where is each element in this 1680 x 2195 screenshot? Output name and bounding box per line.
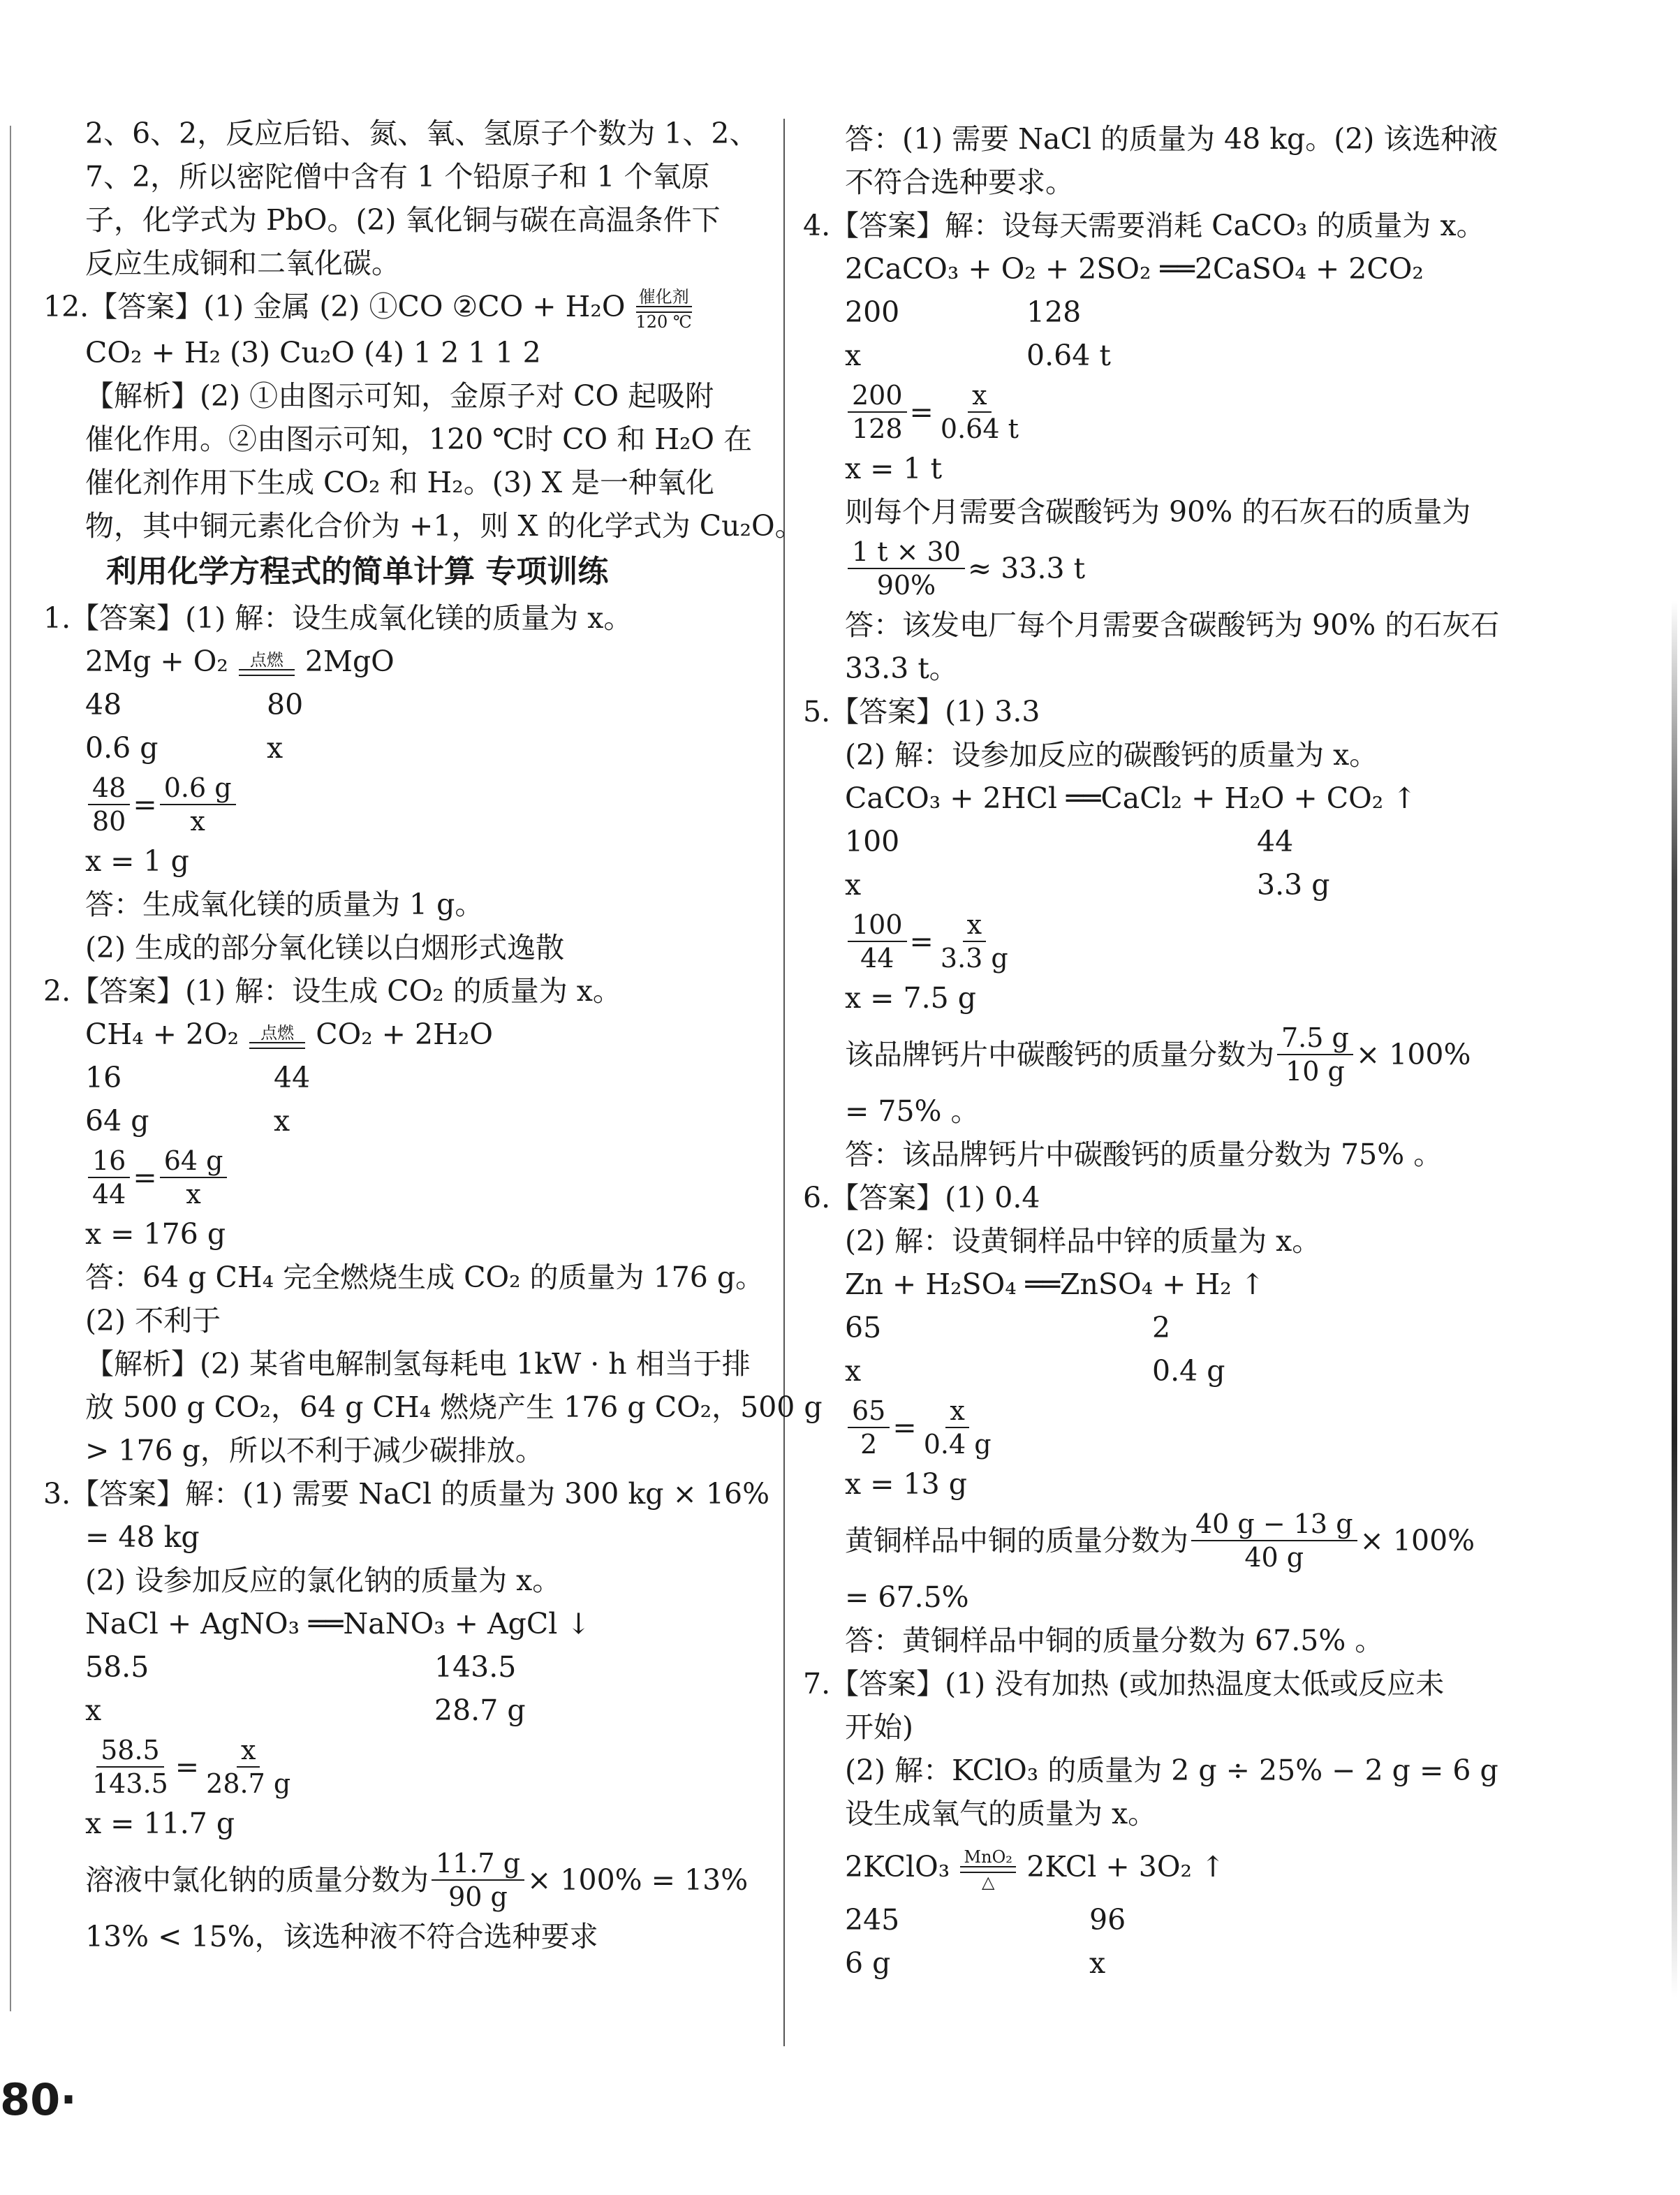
- q2-block: [43, 969, 823, 1472]
- text-line: 反应生成铜和二氧化碳。: [85, 247, 400, 280]
- fraction: [1191, 1508, 1357, 1573]
- ratio-cell: 65: [845, 1311, 882, 1344]
- mass-ratio-row: [803, 334, 1529, 377]
- numerator: 7.5 g: [1277, 1022, 1353, 1055]
- numerator: 65: [848, 1395, 890, 1428]
- numerator: 100: [848, 909, 907, 942]
- text-line: 则每个月需要含碳酸钙为 90% 的石灰石的质量为: [845, 495, 1471, 529]
- fraction: [88, 1145, 130, 1210]
- mass-ratio-row: [43, 683, 762, 726]
- ratio-cell: x: [845, 868, 862, 902]
- part2-line: (2) 生成的部分氧化镁以白烟形式逸散: [85, 930, 565, 964]
- month-result: ≈ 33.3 t: [967, 552, 1086, 585]
- chemical-equation: [43, 1013, 762, 1056]
- left-margin-rule: [10, 126, 11, 2011]
- chemical-equation: CaCO₃ + 2HCl ══CaCl₂ + H₂O + CO₂ ↑: [845, 781, 1417, 815]
- equals-bar: [239, 669, 295, 676]
- fraction: [936, 909, 1012, 974]
- fraction: [432, 1847, 524, 1913]
- condition-top: 点燃: [260, 1023, 295, 1043]
- ratio-cell: x: [274, 1103, 290, 1138]
- ratio-cell: 200: [845, 295, 900, 329]
- result-line: x = 13 g: [845, 1467, 967, 1501]
- denominator: 2: [860, 1429, 878, 1460]
- chemical-equation: 2CaCO₃ + O₂ + 2SO₂ ══2CaSO₄ + 2CO₂: [845, 252, 1424, 286]
- text-line: 设生成氧气的质量为 x。: [845, 1797, 1157, 1830]
- ratio-cell: x: [267, 731, 283, 765]
- mass-ratio-row: [43, 1099, 762, 1143]
- mass-ratio-row: [43, 1645, 762, 1689]
- text-line: 【解析】(2) 某省电解制氢每耗电 1kW · h 相当于排: [85, 1346, 751, 1381]
- q11-continuation: [43, 112, 762, 285]
- denominator: 90 g: [448, 1881, 508, 1912]
- denominator: 44: [860, 943, 894, 974]
- q2-head: 2.【答案】(1) 解：设生成 CO₂ 的质量为 x。: [43, 974, 621, 1008]
- reaction-condition-arrow: [960, 1848, 1016, 1891]
- percentage-calc: [803, 1506, 1529, 1576]
- proportion: $\frac{65}{2}$ = $\frac{x}{0.4 g}$: [803, 1393, 1529, 1462]
- denominator: x: [186, 1178, 201, 1210]
- chemical-equation: NaCl + AgNO₃ ══NaNO₃ + AgCl ↓: [85, 1606, 591, 1640]
- q4-block: [803, 204, 1529, 690]
- equals-bar: [636, 306, 692, 313]
- reaction-condition-arrow: [239, 651, 295, 676]
- mass-ratio-row: [43, 726, 762, 770]
- percentage-calc: [43, 1845, 762, 1915]
- denominator: 90%: [876, 570, 936, 601]
- text-line: 放 500 g CO₂，64 g CH₄ 燃烧产生 176 g CO₂，500 g: [85, 1390, 823, 1424]
- mass-ratio-row: [803, 291, 1529, 334]
- reaction-condition-arrow: [249, 1024, 305, 1049]
- condition-bottom: △: [981, 1872, 995, 1892]
- month-calc: [803, 534, 1529, 603]
- part2-line: (2) 不利于: [85, 1303, 221, 1337]
- q7-block: [803, 1662, 1529, 1985]
- proportion: $\frac{48}{80}$ = $\frac{0.6 g}{x}$: [43, 770, 762, 839]
- q12-answer-line2: CO₂ + H₂ (3) Cu₂O (4) 1 2 1 1 2: [85, 335, 541, 369]
- q6-block: [803, 1176, 1529, 1662]
- right-column: [803, 117, 1529, 1985]
- left-column: [43, 112, 823, 1958]
- q1-head: 1.【答案】(1) 解：设生成氧化镁的质量为 x。: [43, 601, 633, 635]
- condition-bottom: 120 ℃: [635, 311, 692, 332]
- denominator: x: [190, 805, 205, 837]
- mass-ratio-row: [803, 1349, 1529, 1393]
- text-line: 【解析】(2) ①由图示可知，金原子对 CO 起吸附: [85, 379, 714, 413]
- denominator: 0.64 t: [940, 413, 1019, 444]
- fraction: [848, 909, 907, 974]
- q6-head: 6.【答案】(1) 0.4: [803, 1181, 1040, 1214]
- numerator: 48: [88, 772, 130, 805]
- numerator: 64 g: [160, 1145, 228, 1178]
- page-edge-shadow: [1672, 601, 1677, 1997]
- ratio-cell: 143.5: [434, 1650, 517, 1684]
- answer-line: 答：黄铜样品中铜的质量分数为 67.5% 。: [845, 1624, 1384, 1657]
- q3-block: [43, 1472, 770, 1958]
- chemical-equation: [803, 1835, 1529, 1898]
- q12-answer-text: 12.【答案】(1) 金属 (2) ①CO ②CO + H₂O: [43, 290, 626, 323]
- part2-line: (2) 解：设黄铜样品中锌的质量为 x。: [845, 1224, 1321, 1258]
- numerator: 40 g − 13 g: [1191, 1508, 1357, 1541]
- ratio-cell: 0.64 t: [1026, 339, 1111, 372]
- pct-post: × 100%: [1355, 1038, 1471, 1071]
- q4-head: 4.【答案】解：设每天需要消耗 CaCO₃ 的质量为 x。: [803, 209, 1485, 242]
- ratio-cell: 44: [1257, 825, 1294, 858]
- eq-right: 2MgO: [304, 644, 395, 678]
- numerator: 1 t × 30: [848, 536, 965, 569]
- fraction: [202, 1734, 295, 1800]
- ratio-cell: 128: [1026, 295, 1082, 329]
- proportion: $\frac{100}{44}$ = $\frac{x}{3.3 g}$: [803, 906, 1529, 976]
- fraction: [160, 772, 236, 837]
- eq-left: CH₄ + 2O₂: [85, 1017, 240, 1051]
- proportion: $\frac{58.5}{143.5}$ = $\frac{x}{28.7 g}$: [43, 1732, 762, 1802]
- q1-block: [43, 596, 762, 969]
- page-number: 80·: [0, 2074, 77, 2125]
- ratio-cell: 96: [1089, 1903, 1126, 1937]
- ratio-cell: 100: [845, 825, 900, 858]
- denominator: 0.4 g: [923, 1429, 992, 1460]
- mass-ratio-row: [803, 1898, 1529, 1941]
- result-line: x = 11.7 g: [85, 1806, 235, 1840]
- result-line: x = 176 g: [85, 1217, 226, 1251]
- text-line: 子，化学式为 PbO。(2) 氧化铜与碳在高温条件下: [85, 203, 721, 237]
- ratio-cell: 28.7 g: [434, 1693, 526, 1727]
- pct-post: × 100%: [1360, 1524, 1475, 1557]
- ratio-cell: 6 g: [845, 1946, 891, 1980]
- text-line: 2、6、2，反应后铅、氮、氧、氢原子个数为 1、2、: [85, 117, 758, 150]
- ratio-cell: 80: [267, 687, 304, 721]
- proportion: $\frac{200}{128}$ = $\frac{x}{0.64 t}$: [803, 377, 1529, 447]
- numerator: x: [968, 379, 991, 413]
- fraction: [1277, 1022, 1353, 1087]
- ratio-cell: 245: [845, 1903, 900, 1937]
- fraction: [88, 1734, 172, 1800]
- numerator: 11.7 g: [432, 1847, 524, 1881]
- text-line: 7、2，所以密陀僧中含有 1 个铅原子和 1 个氧原: [85, 160, 710, 193]
- fraction: [936, 379, 1023, 445]
- chemical-equation: Zn + H₂SO₄ ══ZnSO₄ + H₂ ↑: [845, 1268, 1265, 1301]
- text-line: 不符合选种要求。: [845, 166, 1074, 199]
- ratio-cell: x: [845, 1354, 862, 1388]
- numerator: x: [963, 909, 986, 942]
- equals-bar: [960, 1866, 1016, 1873]
- text-line: 催化作用。②由图示可知，120 ℃时 CO 和 H₂O 在: [85, 422, 753, 456]
- eq-left: 2Mg + O₂: [85, 644, 228, 678]
- ratio-cell: 44: [274, 1060, 311, 1094]
- answer-line: 答：该发电厂每个月需要含碳酸钙为 90% 的石灰石: [845, 608, 1500, 642]
- text-line: > 176 g，所以不利于减少碳排放。: [85, 1433, 544, 1467]
- text-line: 答：(1) 需要 NaCl 的质量为 48 kg。(2) 该选种液: [845, 122, 1498, 156]
- reaction-condition-arrow: [635, 288, 691, 331]
- answer-line: 33.3 t。: [845, 652, 958, 685]
- q3-head: 3.【答案】解：(1) 需要 NaCl 的质量为 300 kg × 16%: [43, 1476, 770, 1511]
- ratio-cell: 16: [85, 1060, 122, 1094]
- proportion: $\frac{16}{44}$ = $\frac{64 g}{x}$: [43, 1143, 762, 1212]
- q7-head: 7.【答案】(1) 没有加热 (或加热温度太低或反应未: [803, 1667, 1445, 1701]
- q5-block: [803, 690, 1529, 1176]
- eq-right: CO₂ + 2H₂O: [316, 1017, 493, 1051]
- denominator: 40 g: [1244, 1542, 1304, 1573]
- pct-pre: 黄铜样品中铜的质量分数为: [845, 1524, 1188, 1557]
- ratio-cell: 2: [1152, 1311, 1171, 1344]
- ratio-cell: 0.4 g: [1152, 1354, 1225, 1388]
- pct-result: = 75% 。: [845, 1094, 980, 1128]
- q3-head-2: = 48 kg: [85, 1520, 200, 1554]
- ratio-cell: x: [1089, 1946, 1106, 1980]
- mass-ratio-row: [43, 1056, 762, 1099]
- pct-pre: 溶液中氯化钠的质量分数为: [85, 1863, 429, 1897]
- column-divider: [783, 119, 785, 2046]
- part2-line: (2) 解：设参加反应的碳酸钙的质量为 x。: [845, 738, 1378, 772]
- ratio-cell: 64 g: [85, 1103, 149, 1138]
- pct-pre: 该品牌钙片中碳酸钙的质量分数为: [845, 1038, 1274, 1071]
- q12-block: [43, 285, 804, 548]
- denominator: 10 g: [1285, 1056, 1345, 1087]
- denominator: 44: [92, 1178, 126, 1210]
- result-line: x = 1 t: [845, 452, 943, 485]
- numerator: 16: [88, 1145, 130, 1178]
- mass-ratio-row: [803, 1306, 1529, 1349]
- ratio-cell: 3.3 g: [1257, 868, 1330, 902]
- fraction: [160, 1145, 228, 1210]
- denominator: 3.3 g: [940, 943, 1008, 974]
- q5-head: 5.【答案】(1) 3.3: [803, 695, 1040, 728]
- numerator: 0.6 g: [160, 772, 236, 805]
- text-line: 物，其中铜元素化合价为 +1，则 X 的化学式为 Cu₂O。: [85, 508, 804, 543]
- part2-line: (2) 解：KClO₃ 的质量为 2 g ÷ 25% − 2 g = 6 g: [845, 1754, 1498, 1787]
- fraction: [848, 536, 965, 601]
- eq-right: 2KCl + 3O₂ ↑: [1026, 1850, 1225, 1884]
- q12-answer-line: [43, 285, 762, 331]
- conclusion-line: 13% < 15%，该选种液不符合选种要求: [85, 1919, 598, 1953]
- denominator: 80: [92, 805, 126, 837]
- mass-ratio-row: [803, 1941, 1529, 1985]
- mass-ratio-row: [803, 863, 1529, 906]
- text-line: 催化剂作用下生成 CO₂ 和 H₂。(3) X 是一种氧化: [85, 465, 715, 499]
- fraction: [848, 1395, 890, 1460]
- condition-top: 催化剂: [638, 286, 689, 307]
- fraction: [848, 379, 907, 445]
- result-line: x = 1 g: [85, 844, 189, 878]
- eq-left: 2KClO₃: [845, 1850, 950, 1884]
- ratio-cell: x: [845, 339, 862, 372]
- condition-top: MnO₂: [964, 1847, 1012, 1867]
- condition-top: 点燃: [249, 650, 283, 670]
- ratio-cell: 0.6 g: [85, 731, 159, 765]
- denominator: 128: [852, 413, 903, 444]
- answer-line: 答：64 g CH₄ 完全燃烧生成 CO₂ 的质量为 176 g。: [85, 1260, 765, 1294]
- part2-line: (2) 设参加反应的氯化钠的质量为 x。: [85, 1563, 561, 1597]
- percentage-calc: [803, 1020, 1529, 1089]
- pct-result: = 67.5%: [845, 1580, 969, 1614]
- mass-ratio-row: [43, 1689, 762, 1732]
- denominator: 143.5: [92, 1768, 168, 1799]
- fraction: [88, 772, 130, 837]
- numerator: 200: [848, 379, 907, 413]
- ratio-cell: 58.5: [85, 1650, 149, 1684]
- numerator: x: [945, 1395, 968, 1428]
- numerator: 58.5: [96, 1734, 164, 1768]
- section-title: 利用化学方程式的简单计算 专项训练: [106, 553, 609, 589]
- result-line: x = 7.5 g: [845, 981, 977, 1015]
- answer-line: 答：该品牌钙片中碳酸钙的质量分数为 75% 。: [845, 1138, 1443, 1171]
- chemical-equation: [43, 640, 762, 683]
- denominator: 28.7 g: [206, 1768, 291, 1799]
- numerator: x: [237, 1734, 260, 1768]
- pct-post: × 100% = 13%: [527, 1863, 749, 1897]
- answer-line: 答：生成氧化镁的质量为 1 g。: [85, 887, 484, 921]
- ratio-cell: 48: [85, 687, 122, 721]
- mass-ratio-row: [803, 820, 1529, 863]
- ratio-cell: x: [85, 1693, 102, 1727]
- equals-bar: [249, 1042, 305, 1049]
- fraction: [920, 1395, 996, 1460]
- q7-head-2: 开始): [845, 1710, 913, 1744]
